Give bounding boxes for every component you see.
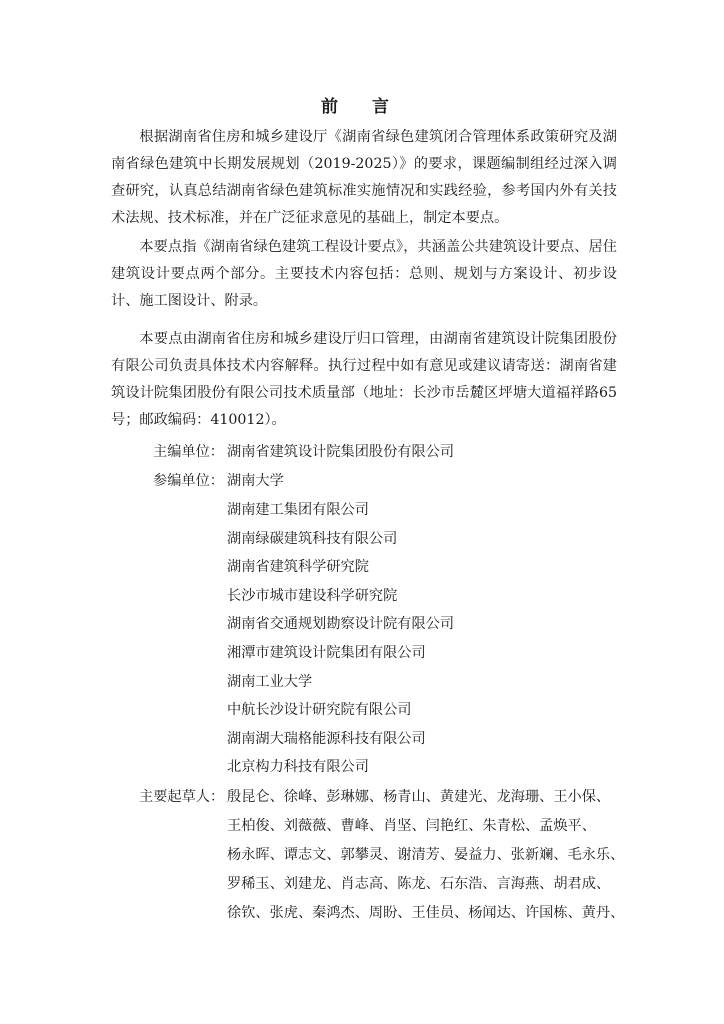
paragraph-basis: 根据湖南省住房和城乡建设厅《湖南省绿色建筑闭合管理体系政策研究及湖南省绿色建筑中长期发展规划（2019-2025）》的要求，课题编制组经过深入调查研究，认真总结湖南省绿色建筑标准实施情况和实践经验，参考国内外有关技术法规、技术标准，并在广泛征求意见的基础上，制定本要点。	[111, 129, 617, 226]
participant-unit: 湖南湖大瑞格能源科技有限公司	[227, 731, 426, 747]
drafter-line: 殷昆仑、徐峰、彭琳娜、杨青山、黄建光、龙海珊、王小保、	[227, 789, 611, 805]
participant-unit: 湖南工业大学	[227, 674, 313, 690]
participant-unit: 北京构力科技有限公司	[227, 759, 369, 775]
participant-unit: 湖南省交通规划勘察设计院有限公司	[227, 616, 455, 632]
participant-unit: 中航长沙设计研究院有限公司	[227, 702, 412, 718]
participant-unit: 湖南大学	[227, 473, 284, 489]
participant-unit: 湖南建工集团有限公司	[227, 502, 369, 518]
participant-unit: 湖南省建筑科学研究院	[227, 559, 369, 575]
drafter-line: 徐钦、张虎、秦鸿杰、周盼、王佳员、杨闻达、许国栋、黄丹、	[227, 905, 625, 921]
drafter-line: 罗稀玉、刘建龙、肖志高、陈龙、石东浩、言海燕、胡君成、	[227, 876, 611, 892]
chief-editor-value: 湖南省建筑设计院集团股份有限公司	[227, 444, 455, 460]
page-title: 前 言	[321, 97, 403, 117]
paragraph-scope: 本要点指《湖南省绿色建筑工程设计要点》，共涵盖公共建筑设计要点、居住建筑设计要点两个部分。主要技术内容包括：总则、规划与方案设计、初步设计、施工图设计、附录。	[111, 239, 617, 309]
chief-editor-label: 主编单位：	[153, 444, 224, 460]
participant-unit: 湘潭市建筑设计院集团有限公司	[227, 645, 426, 661]
participant-unit: 湖南绿碳建筑科技有限公司	[227, 531, 398, 547]
drafter-line: 杨永晖、谭志文、郭攀灵、谢清芳、晏益力、张新斓、毛永乐、	[227, 847, 625, 863]
drafter-line: 王柏俊、刘薇薇、曹峰、肖坚、闫艳红、朱青松、孟焕平、	[227, 818, 596, 834]
paragraph-management: 本要点由湖南省住房和城乡建设厅归口管理，由湖南省建筑设计院集团股份有限公司负责具体技术内容解释。执行过程中如有意见或建议请寄送：湖南省建筑设计院集团股份有限公司技术质量部（地址：长沙市岳麓区坪塘大道福祥路65号；邮政编码：410012）。	[111, 331, 617, 428]
participant-unit: 长沙市城市建设科学研究院	[227, 588, 398, 604]
drafters-label: 主要起草人：	[139, 789, 225, 805]
participants-label: 参编单位：	[153, 473, 224, 489]
